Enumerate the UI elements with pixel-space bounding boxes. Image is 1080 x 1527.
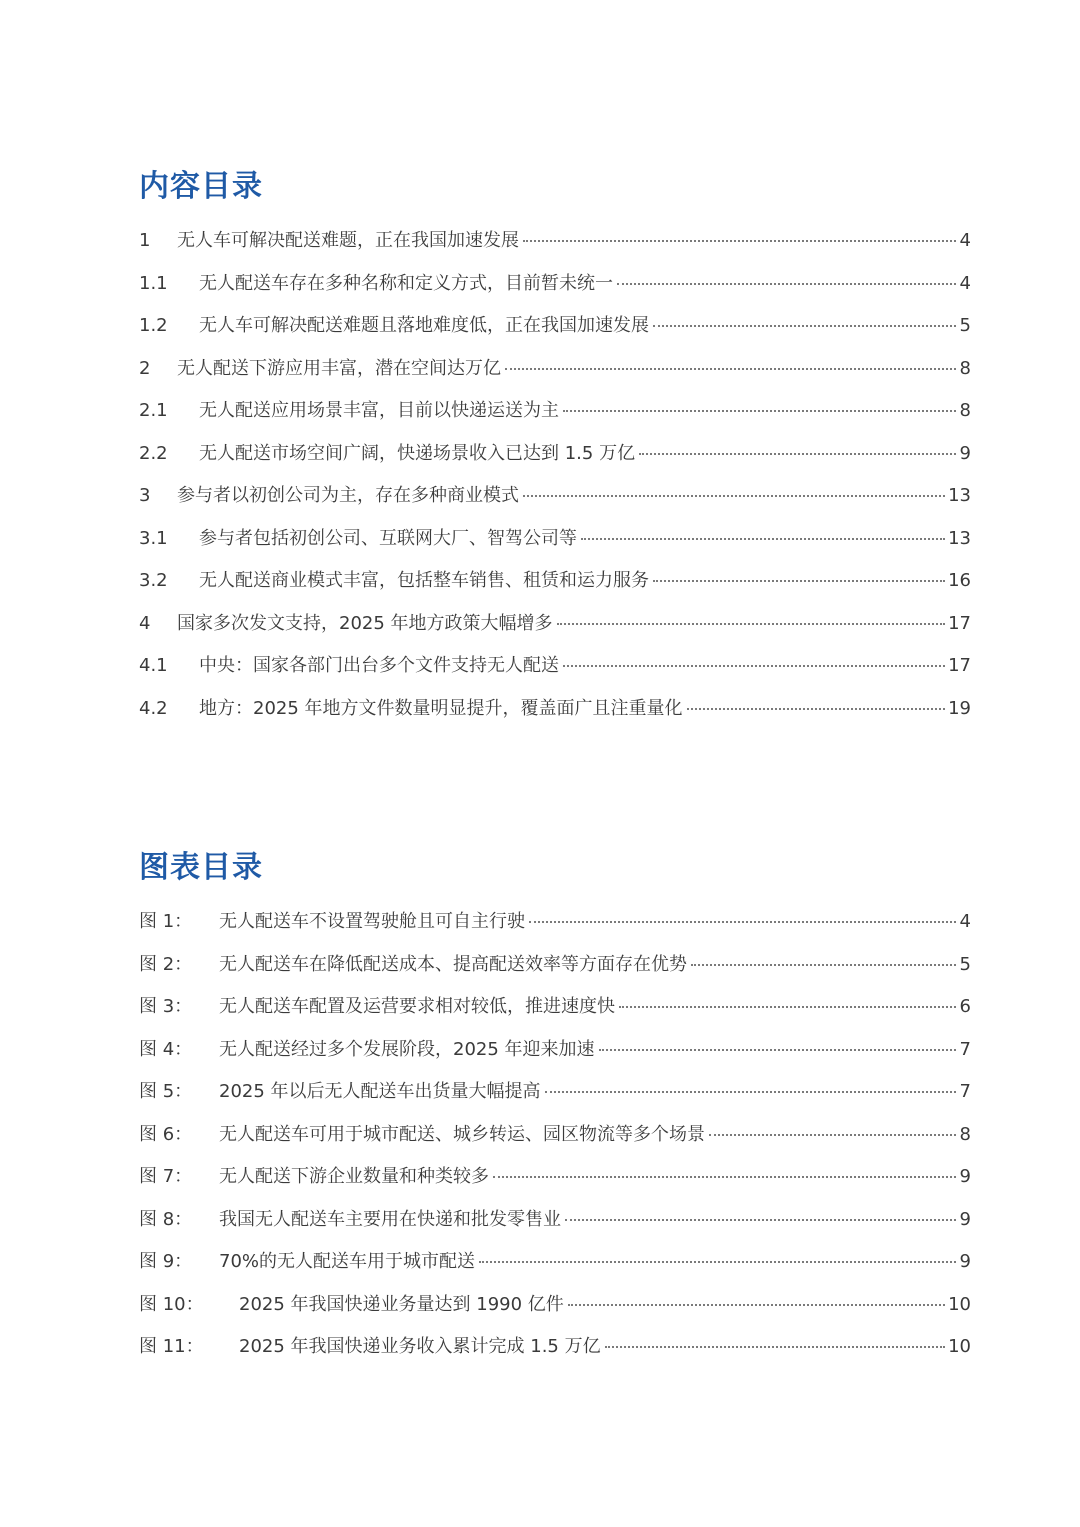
- toc-entry-page: 16: [948, 570, 971, 591]
- dot-leader: [557, 623, 946, 625]
- figure-entry-title: 我国无人配送车主要用在快递和批发零售业: [219, 1208, 561, 1230]
- figure-entry-number: 图 8：: [139, 1208, 193, 1230]
- figure-entry-title: 无人配送车配置及运营要求相对较低，推进速度快: [219, 996, 615, 1017]
- toc-entry-title: 无人配送车存在多种名称和定义方式，目前暂未统一: [199, 272, 613, 294]
- figure-entry-title: 2025 年我国快递业务量达到 1990 亿件: [239, 1293, 564, 1315]
- dot-leader: [545, 1091, 956, 1093]
- figure-entry-number: 图 9：: [139, 1251, 193, 1272]
- toc-entry-page: 8: [959, 400, 971, 421]
- figure-entry[interactable]: [139, 1284, 971, 1327]
- figures-heading: 图表目录: [139, 850, 263, 885]
- figure-entry-page: 6: [959, 996, 971, 1017]
- figure-entry-page: 5: [959, 953, 971, 975]
- figure-entry[interactable]: [139, 1156, 971, 1199]
- figure-entry[interactable]: [139, 944, 971, 987]
- figure-entry-page: 10: [948, 1293, 971, 1315]
- dot-leader: [709, 1134, 956, 1136]
- toc-entry-title: 国家多次发文支持，2025 年地方政策大幅增多: [177, 612, 553, 634]
- toc-entry-page: 13: [948, 485, 971, 506]
- figure-entry-number: 图 10：: [139, 1293, 204, 1315]
- figure-entry-title: 2025 年我国快递业务收入累计完成 1.5 万亿: [239, 1336, 601, 1357]
- dot-leader: [523, 495, 945, 497]
- toc-entry-page: 17: [948, 612, 971, 634]
- figure-entry-page: 9: [959, 1166, 971, 1187]
- toc-entry-title: 中央：国家各部门出台多个文件支持无人配送: [199, 655, 559, 676]
- figure-entry[interactable]: [139, 1071, 971, 1114]
- figure-entry[interactable]: [139, 1029, 971, 1072]
- figure-entry-page: 10: [948, 1336, 971, 1357]
- toc-entry-number: 4.1: [139, 655, 168, 676]
- figure-entry-number: 图 3：: [139, 996, 193, 1017]
- toc-entry[interactable]: [139, 475, 971, 518]
- toc-entry-page: 9: [959, 442, 971, 464]
- toc-entry-title: 无人配送市场空间广阔，快递场景收入已达到 1.5 万亿: [199, 442, 636, 464]
- dot-leader: [639, 453, 956, 455]
- toc-entry-number: 1.1: [139, 272, 168, 294]
- toc-entry-number: 4: [139, 612, 151, 634]
- toc-entries: [139, 220, 971, 730]
- figure-entry-number: 图 1：: [139, 911, 193, 932]
- figure-entry-title: 70%的无人配送车用于城市配送: [219, 1251, 476, 1272]
- figure-entry[interactable]: [139, 1199, 971, 1242]
- toc-entry-number: 1: [139, 230, 151, 251]
- figure-entry-title: 无人配送车可用于城市配送、城乡转运、园区物流等多个场景: [219, 1123, 705, 1145]
- toc-entry[interactable]: [139, 688, 971, 731]
- figure-entry-title: 无人配送下游企业数量和种类较多: [219, 1166, 489, 1187]
- dot-leader: [505, 368, 956, 370]
- toc-entry-number: 4.2: [139, 697, 168, 719]
- figure-entry-title: 无人配送车不设置驾驶舱且可自主行驶: [219, 911, 525, 932]
- toc-entry-page: 13: [948, 527, 971, 549]
- toc-entry-title: 地方：2025 年地方文件数量明显提升，覆盖面广且注重量化: [199, 697, 683, 719]
- figure-entry-page: 4: [959, 911, 971, 932]
- figure-entry-page: 8: [959, 1123, 971, 1145]
- dot-leader: [563, 665, 945, 667]
- toc-entry-title: 无人配送下游应用丰富，潜在空间达万亿: [177, 357, 501, 379]
- figure-entry-page: 9: [959, 1208, 971, 1230]
- list-of-figures: [139, 845, 971, 1369]
- toc-entry-title: 无人车可解决配送难题，正在我国加速发展: [177, 230, 519, 251]
- toc-entry-number: 3: [139, 485, 151, 506]
- figure-entry[interactable]: [139, 1326, 971, 1369]
- toc-entry-number: 2.2: [139, 442, 168, 464]
- toc-entry[interactable]: [139, 645, 971, 688]
- figure-entry-number: 图 11：: [139, 1336, 204, 1357]
- toc-entry-title: 无人配送商业模式丰富，包括整车销售、租赁和运力服务: [199, 570, 649, 591]
- figure-entry-number: 图 2：: [139, 953, 193, 975]
- dot-leader: [687, 708, 946, 710]
- figure-entry[interactable]: [139, 901, 971, 944]
- dot-leader: [563, 410, 956, 412]
- figure-entry-number: 图 4：: [139, 1038, 193, 1060]
- table-of-contents: [139, 164, 971, 730]
- toc-entry-number: 3.2: [139, 570, 168, 591]
- toc-entry-page: 17: [948, 655, 971, 676]
- toc-entry-page: 5: [959, 315, 971, 336]
- figure-entry-page: 7: [959, 1081, 971, 1102]
- toc-entry[interactable]: [139, 348, 971, 391]
- figure-entry-title: 2025 年以后无人配送车出货量大幅提高: [219, 1081, 541, 1102]
- toc-entry-title: 无人配送应用场景丰富，目前以快递运送为主: [199, 400, 559, 421]
- figure-entry-title: 无人配送车在降低配送成本、提高配送效率等方面存在优势: [219, 953, 687, 975]
- figure-entry-page: 7: [959, 1038, 971, 1060]
- toc-entry-number: 1.2: [139, 315, 168, 336]
- dot-leader: [529, 921, 956, 923]
- toc-entry[interactable]: [139, 390, 971, 433]
- toc-entry[interactable]: [139, 220, 971, 263]
- dot-leader: [619, 1006, 956, 1008]
- toc-entry-page: 19: [948, 697, 971, 719]
- toc-entry-number: 2.1: [139, 400, 168, 421]
- toc-entry-number: 2: [139, 357, 151, 379]
- toc-entry-title: 参与者包括初创公司、互联网大厂、智驾公司等: [199, 527, 577, 549]
- dot-leader: [479, 1261, 956, 1263]
- toc-entry-page: 8: [959, 357, 971, 379]
- toc-heading: 内容目录: [139, 169, 263, 204]
- dot-leader: [568, 1304, 945, 1306]
- toc-entry[interactable]: [139, 433, 971, 476]
- figure-entries: [139, 901, 971, 1369]
- dot-leader: [617, 283, 956, 285]
- toc-entry[interactable]: [139, 603, 971, 646]
- toc-entry-page: 4: [959, 272, 971, 294]
- figure-entry-number: 图 5：: [139, 1081, 193, 1102]
- toc-entry-title: 参与者以初创公司为主，存在多种商业模式: [177, 485, 519, 506]
- toc-entry[interactable]: [139, 560, 971, 603]
- dot-leader: [581, 538, 945, 540]
- figure-entry[interactable]: [139, 1241, 971, 1284]
- dot-leader: [523, 240, 956, 242]
- figure-entry[interactable]: [139, 986, 971, 1029]
- figure-entry-number: 图 7：: [139, 1166, 193, 1187]
- toc-entry[interactable]: [139, 263, 971, 306]
- figure-entry-title: 无人配送经过多个发展阶段，2025 年迎来加速: [219, 1038, 595, 1060]
- figure-entry-number: 图 6：: [139, 1123, 193, 1145]
- dot-leader: [605, 1346, 945, 1348]
- toc-entry-number: 3.1: [139, 527, 168, 549]
- dot-leader: [653, 325, 956, 327]
- dot-leader: [653, 580, 945, 582]
- toc-entry[interactable]: [139, 305, 971, 348]
- toc-entry-page: 4: [959, 230, 971, 251]
- toc-entry[interactable]: [139, 518, 971, 561]
- figure-entry[interactable]: [139, 1114, 971, 1157]
- toc-entry-title: 无人车可解决配送难题且落地难度低，正在我国加速发展: [199, 315, 649, 336]
- dot-leader: [691, 964, 956, 966]
- dot-leader: [565, 1219, 956, 1221]
- dot-leader: [599, 1049, 956, 1051]
- figure-entry-page: 9: [959, 1251, 971, 1272]
- dot-leader: [493, 1176, 956, 1178]
